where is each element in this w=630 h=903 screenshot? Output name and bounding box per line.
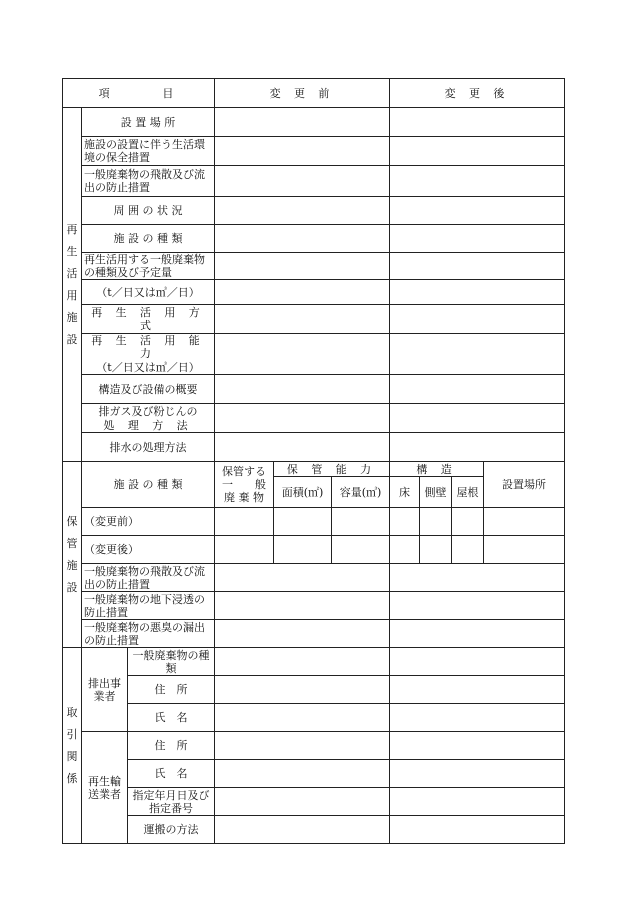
transporter-label: 再生輸送業者	[82, 732, 128, 844]
after-cell[interactable]	[390, 137, 565, 166]
row-label: 一般廃棄物の飛散及び流出の防止措置	[82, 564, 215, 592]
after-cell[interactable]	[390, 816, 565, 844]
table-row	[63, 536, 565, 564]
row-label: 一般廃棄物の種 類	[128, 648, 215, 676]
row-label: 氏 名	[128, 704, 215, 732]
after-cell[interactable]	[390, 433, 565, 462]
before-cell[interactable]	[215, 704, 390, 732]
row-label: （t／日又は㎥／日）	[82, 280, 215, 305]
table-row	[63, 137, 565, 166]
row-label: （t／日又は㎥／日）	[82, 360, 215, 375]
before-cell[interactable]	[215, 788, 390, 816]
before-cell[interactable]	[215, 375, 390, 404]
storage-group-label: 保 管 施 設	[63, 462, 82, 648]
location-label: 設置場所	[484, 462, 565, 508]
before-cell[interactable]	[215, 732, 390, 760]
input-cell[interactable]	[452, 508, 484, 536]
input-cell[interactable]	[215, 508, 274, 536]
before-cell[interactable]	[215, 620, 390, 648]
row-label: 構造及び設備の概要	[82, 375, 215, 404]
row-label: 施 設 の 種 類	[82, 225, 215, 253]
input-cell[interactable]	[390, 536, 420, 564]
before-cell[interactable]	[215, 280, 390, 305]
before-cell[interactable]	[215, 108, 390, 137]
before-cell[interactable]	[215, 253, 390, 280]
application-form-table	[62, 78, 565, 844]
table-row	[63, 732, 565, 760]
before-cell[interactable]	[215, 225, 390, 253]
after-cell[interactable]	[390, 592, 565, 620]
after-cell[interactable]	[390, 404, 565, 433]
row-label: 氏 名	[128, 760, 215, 788]
before-cell[interactable]	[215, 648, 390, 676]
input-cell[interactable]	[274, 508, 332, 536]
before-cell[interactable]	[215, 197, 390, 225]
before-cell[interactable]	[215, 334, 390, 375]
table-row	[63, 305, 565, 334]
input-cell[interactable]	[332, 508, 390, 536]
area-label: 面積(㎡)	[274, 477, 332, 508]
after-cell[interactable]	[390, 253, 565, 280]
before-cell[interactable]	[215, 137, 390, 166]
input-cell[interactable]	[484, 508, 565, 536]
table-row	[63, 280, 565, 305]
table-row	[63, 648, 565, 676]
table-row	[63, 564, 565, 592]
row-label: 指定年月日及び指定番号	[128, 788, 215, 816]
table-row	[63, 788, 565, 816]
before-cell[interactable]	[215, 166, 390, 197]
table-row	[63, 404, 565, 419]
after-cell[interactable]	[390, 197, 565, 225]
before-cell[interactable]	[215, 564, 390, 592]
after-cell[interactable]	[390, 375, 565, 404]
row-label: 再 生 活 用 能 力	[82, 334, 215, 361]
row-label: 一般廃棄物の地下浸透の防止措置	[82, 592, 215, 620]
table-row	[63, 760, 565, 788]
input-cell[interactable]	[215, 536, 274, 564]
table-row	[63, 197, 565, 225]
roof-label: 屋根	[452, 477, 484, 508]
table-row	[63, 334, 565, 361]
table-row	[63, 592, 565, 620]
transactions-group-label: 取 引 関 係	[63, 648, 82, 844]
side-wall-label: 側壁	[420, 477, 452, 508]
table-row	[63, 166, 565, 197]
row-label: 処 理 方 法	[82, 418, 215, 433]
header-item: 項 目	[63, 79, 215, 108]
table-row	[63, 816, 565, 844]
structure-label: 構 造	[390, 462, 484, 477]
after-cell[interactable]	[390, 760, 565, 788]
table-row	[63, 620, 565, 648]
after-cell[interactable]	[390, 732, 565, 760]
before-cell[interactable]	[215, 433, 390, 462]
row-label: 排ガス及び粉じんの	[82, 404, 215, 419]
after-cell[interactable]	[390, 704, 565, 732]
row-label: 住 所	[128, 732, 215, 760]
after-cell[interactable]	[390, 225, 565, 253]
storage-type-label: 施 設 の 種 類	[82, 462, 215, 508]
table-row	[63, 108, 565, 137]
after-cell[interactable]	[390, 620, 565, 648]
storage-header-row	[63, 462, 565, 477]
table-row	[63, 253, 565, 280]
before-cell[interactable]	[215, 760, 390, 788]
stored-waste-label: 保管する 一 般 廃 棄 物	[215, 462, 274, 508]
after-cell[interactable]	[390, 788, 565, 816]
row-label: 再 生 活 用 方 式	[82, 305, 215, 334]
header-row	[63, 79, 565, 108]
input-cell[interactable]	[390, 508, 420, 536]
row-label: 周 囲 の 状 況	[82, 197, 215, 225]
after-cell[interactable]	[390, 108, 565, 137]
table-row	[63, 225, 565, 253]
storage-after-label: （変更後）	[82, 536, 215, 564]
input-cell[interactable]	[452, 536, 484, 564]
table-row	[63, 433, 565, 462]
header-before: 変 更 前	[215, 79, 390, 108]
table-row	[63, 375, 565, 404]
after-cell[interactable]	[390, 564, 565, 592]
after-cell[interactable]	[390, 676, 565, 704]
before-cell[interactable]	[215, 404, 390, 433]
after-cell[interactable]	[390, 166, 565, 197]
before-cell[interactable]	[215, 676, 390, 704]
input-cell[interactable]	[332, 536, 390, 564]
row-label: 設 置 場 所	[82, 108, 215, 137]
header-after: 変 更 後	[390, 79, 565, 108]
row-label: 施設の設置に伴う生活環境の保全措置	[82, 137, 215, 166]
row-label: 一般廃棄物の悪臭の漏出の防止措置	[82, 620, 215, 648]
row-label: 住 所	[128, 676, 215, 704]
input-cell[interactable]	[484, 536, 565, 564]
table-row	[63, 704, 565, 732]
row-label: 運搬の方法	[128, 816, 215, 844]
after-cell[interactable]	[390, 334, 565, 375]
input-cell[interactable]	[274, 536, 332, 564]
row-label: 再生活用する一般廃棄物の種類及び予定量	[82, 253, 215, 280]
floor-label: 床	[390, 477, 420, 508]
row-label: 排水の処理方法	[82, 433, 215, 462]
before-cell[interactable]	[215, 592, 390, 620]
recycling-group-label: 再 生 活 用 施 設	[63, 108, 82, 462]
table-row	[63, 508, 565, 536]
before-cell[interactable]	[215, 816, 390, 844]
input-cell[interactable]	[420, 508, 452, 536]
after-cell[interactable]	[390, 280, 565, 305]
storage-before-label: （変更前）	[82, 508, 215, 536]
table-row	[63, 676, 565, 704]
after-cell[interactable]	[390, 648, 565, 676]
input-cell[interactable]	[420, 536, 452, 564]
volume-label: 容量(㎥)	[332, 477, 390, 508]
after-cell[interactable]	[390, 305, 565, 334]
before-cell[interactable]	[215, 305, 390, 334]
capacity-label: 保 管 能 力	[274, 462, 390, 477]
discharger-label: 排出事業者	[82, 648, 128, 732]
row-label: 一般廃棄物の飛散及び流出の防止措置	[82, 166, 215, 197]
